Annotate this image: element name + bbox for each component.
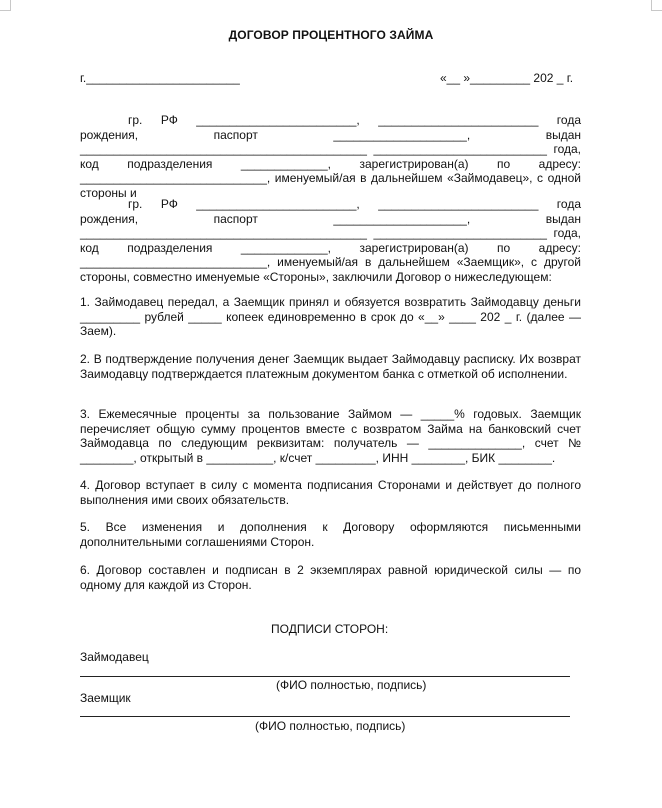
clause-1: 1. Займодавец передал, а Заемщик принял и обязуется возвратить Займодавцу деньги _________ рублей _____ копеек единовременно в срок до «__» ____ 202 _ г. (далее — Заем). xyxy=(80,295,581,339)
clause-2: 2. В подтверждение получения денег Заемщик выдает Займодавцу расписку. Их возврат Заимодавцу подтверждается платежным документом банка с отметкой об исполнении. xyxy=(80,352,581,381)
borrower-signature-label: Заемщик xyxy=(80,691,131,705)
party-lender-paragraph: гр. РФ ________________________, ________________________ года рождения, паспорт ____________________, выдан ___________________________________________ __________________________ года, код подразделения _____________, зарегистрирован(а) по адресу: ____________________________, именуемый/ая в дальнейшем «Займодавец», с одной стороны и xyxy=(80,113,581,200)
lender-signature-line xyxy=(80,676,570,677)
signatures-heading: ПОДПИСИ СТОРОН: xyxy=(271,622,389,636)
party-borrower-paragraph: гр. РФ ________________________, ________________________ года рождения, паспорт ____________________, выдан ___________________________________________ __________________________ года, код подразделения _____________, зарегистрирован(а) по адресу: ____________________________, именуемый/ая в дальнейшем «Заемщик», с другой стороны, совместно именуемые «Стороны», заключили Договор о нижеследующем: xyxy=(80,197,581,284)
page-corner-mark-left xyxy=(0,0,11,11)
page-corner-mark-right xyxy=(651,0,662,11)
borrower-signature-caption: (ФИО полностью, подпись) xyxy=(255,719,406,733)
clause-6: 6. Договор составлен и подписан в 2 экземплярах равной юридической силы — по одному для каждой из Сторон. xyxy=(80,563,581,592)
borrower-signature-line xyxy=(80,716,570,717)
place-field: г._______________________ xyxy=(80,71,240,85)
clause-3: 3. Ежемесячные проценты за пользование Займом — _____% годовых. Заемщик перечисляет общую сумму процентов вместе с возвратом Займа на банковский счет Займодавца по следующим реквизитам: получатель — ______________, счет № ________, открытый в __________, к/счет _________, ИНН ________, БИК ________. xyxy=(80,407,581,465)
date-field: «__ »_________ 202 _ г. xyxy=(440,71,574,85)
clause-5: 5. Все изменения и дополнения к Договору оформляются письменными дополнительными соглашениями Сторон. xyxy=(80,520,581,549)
document-title: ДОГОВОР ПРОЦЕНТНОГО ЗАЙМА xyxy=(228,28,434,42)
lender-signature-label: Займодавец xyxy=(80,650,149,664)
clause-4: 4. Договор вступает в силу с момента подписания Сторонами и действует до полного выполнения ими своих обязательств. xyxy=(80,478,581,507)
lender-signature-caption: (ФИО полностью, подпись) xyxy=(276,678,427,692)
